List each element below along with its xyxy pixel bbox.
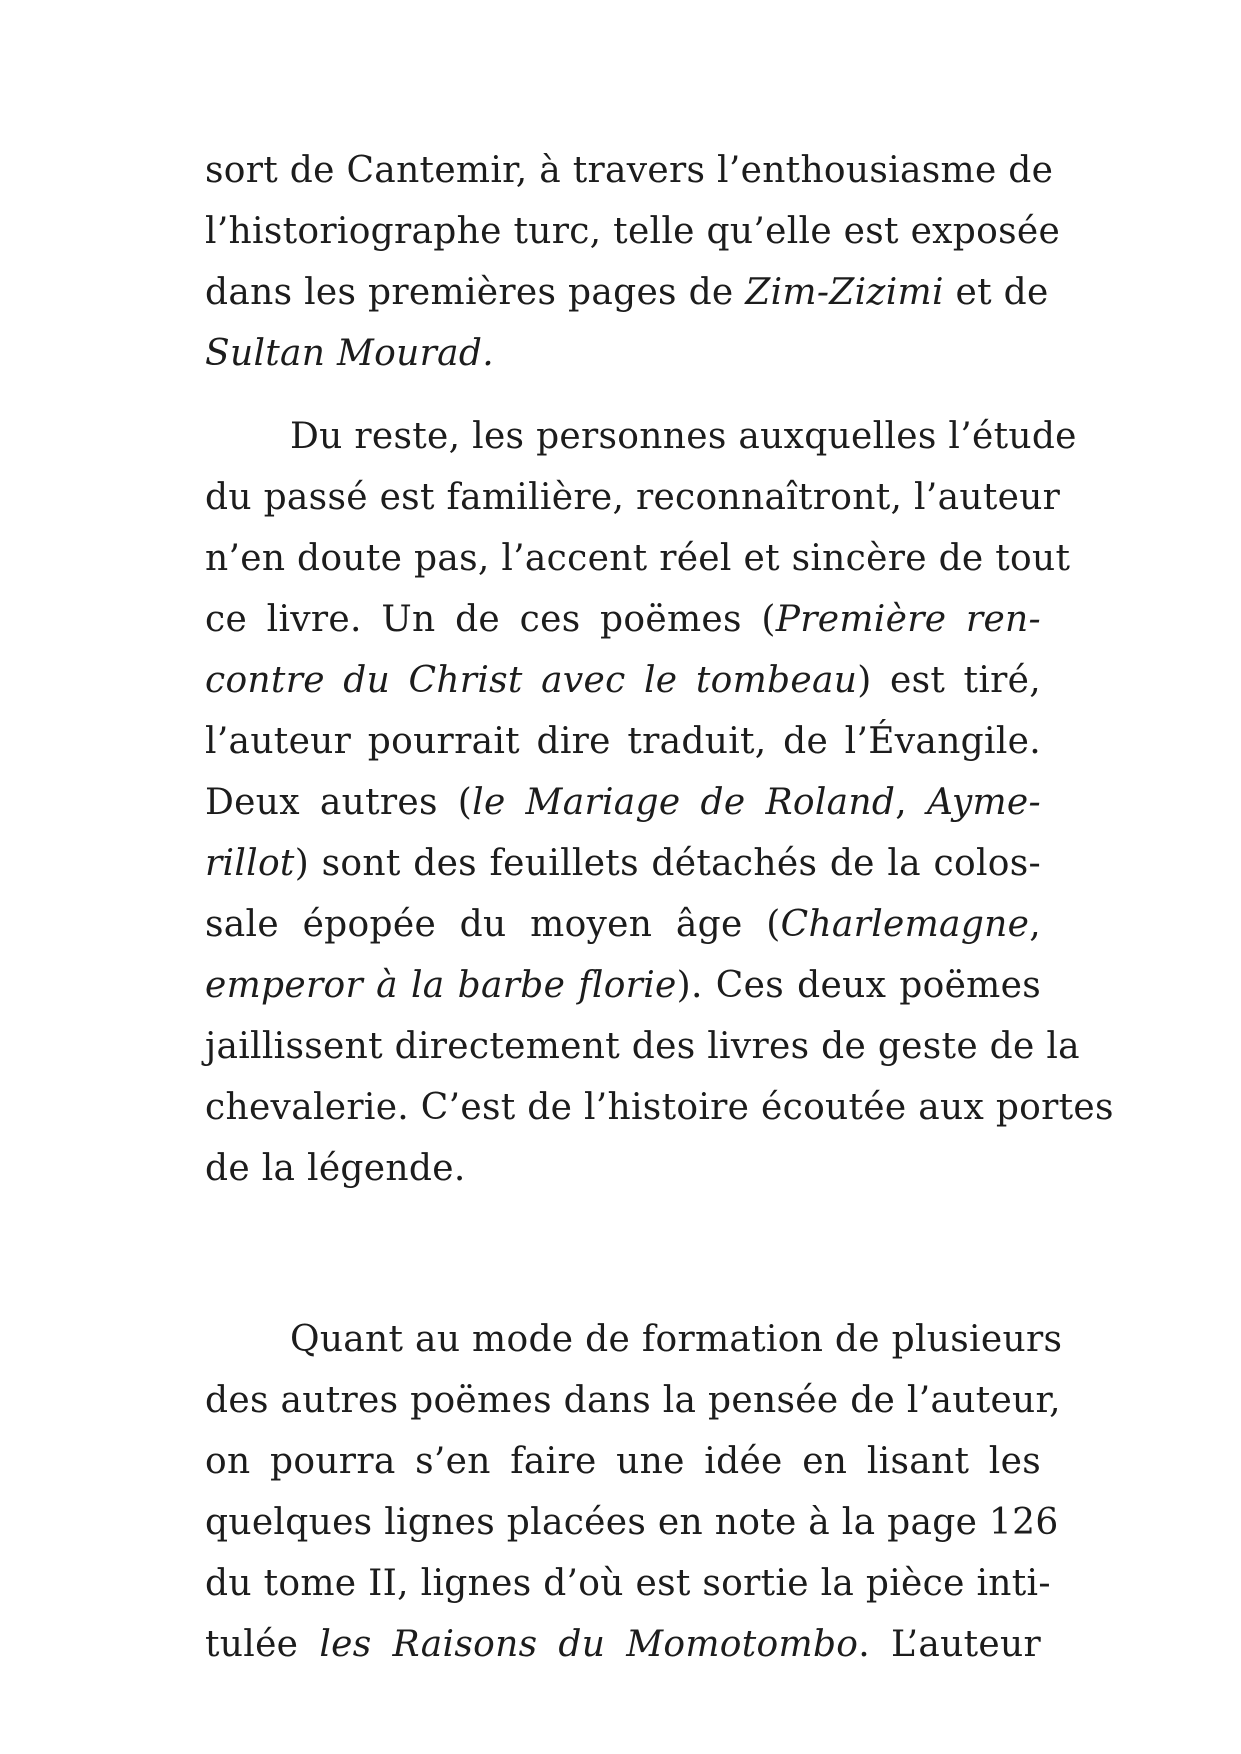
work-title: Zim-Zizimi — [745, 272, 944, 313]
text-line: chevalerie. C’est de l’histoire écoutée aux portes — [205, 1087, 1114, 1128]
work-title: Charlemagne — [780, 904, 1030, 945]
work-title: contre du Christ avec le tombeau — [205, 660, 858, 701]
text-line: quelques lignes placées en note à la page 126 — [205, 1502, 1059, 1543]
text-line: des autres poëmes dans la pensée de l’auteur, — [205, 1380, 1061, 1421]
work-title: Sultan Mourad. — [205, 333, 495, 374]
text-line: Deux autres (le Mariage de Roland, Ayme- — [205, 782, 1041, 823]
text-line: du passé est familière, reconnaîtront, l’auteur — [205, 477, 1061, 518]
paragraph-2 — [205, 406, 1114, 1199]
text-line — [205, 323, 1041, 384]
work-title: emperor à la barbe florie — [205, 965, 677, 1006]
text-line: sale épopée du moyen âge (Charlemagne, — [205, 904, 1041, 945]
text-line: Du reste, les personnes auxquelles l’étude — [290, 416, 1077, 457]
text-line: l’historiographe turc, telle qu’elle est exposée — [205, 211, 1061, 252]
paragraph-1 — [205, 140, 1061, 384]
text-line: tulée les Raisons du Momotombo. L’auteur — [205, 1624, 1041, 1665]
text-line: n’en doute pas, l’accent réel et sincère de tout — [205, 538, 1071, 579]
text-line: ce livre. Un de ces poëmes (Première ren- — [205, 599, 1041, 640]
work-title: Première ren- — [775, 599, 1041, 640]
paragraph-3 — [205, 1309, 1063, 1675]
text-line: de la légende. — [205, 1148, 466, 1189]
text-line: du tome II, lignes d’où est sortie la pièce inti- — [205, 1563, 1051, 1604]
text-line: jaillissent directement des livres de geste de la — [205, 1026, 1080, 1067]
work-title: les Raisons du Momotombo — [319, 1624, 859, 1665]
text-line: emperor à la barbe florie). Ces deux poëmes — [205, 965, 1042, 1006]
text-line: Quant au mode de formation de plusieurs — [290, 1319, 1063, 1360]
work-title: Ayme- — [927, 782, 1041, 823]
text-line: rillot) sont des feuillets détachés de la colos- — [205, 843, 1041, 884]
text-line: dans les premières pages de Zim-Zizimi et de — [205, 272, 1049, 313]
text-line: sort de Cantemir, à travers l’enthousiasme de — [205, 150, 1054, 191]
work-title: rillot — [205, 843, 295, 884]
text-line: contre du Christ avec le tombeau) est tiré, — [205, 660, 1041, 701]
text-line: on pourra s’en faire une idée en lisant les — [205, 1441, 1041, 1482]
text-line: l’auteur pourrait dire traduit, de l’Évangile. — [205, 721, 1041, 762]
work-title: le Mariage de Roland — [472, 782, 896, 823]
